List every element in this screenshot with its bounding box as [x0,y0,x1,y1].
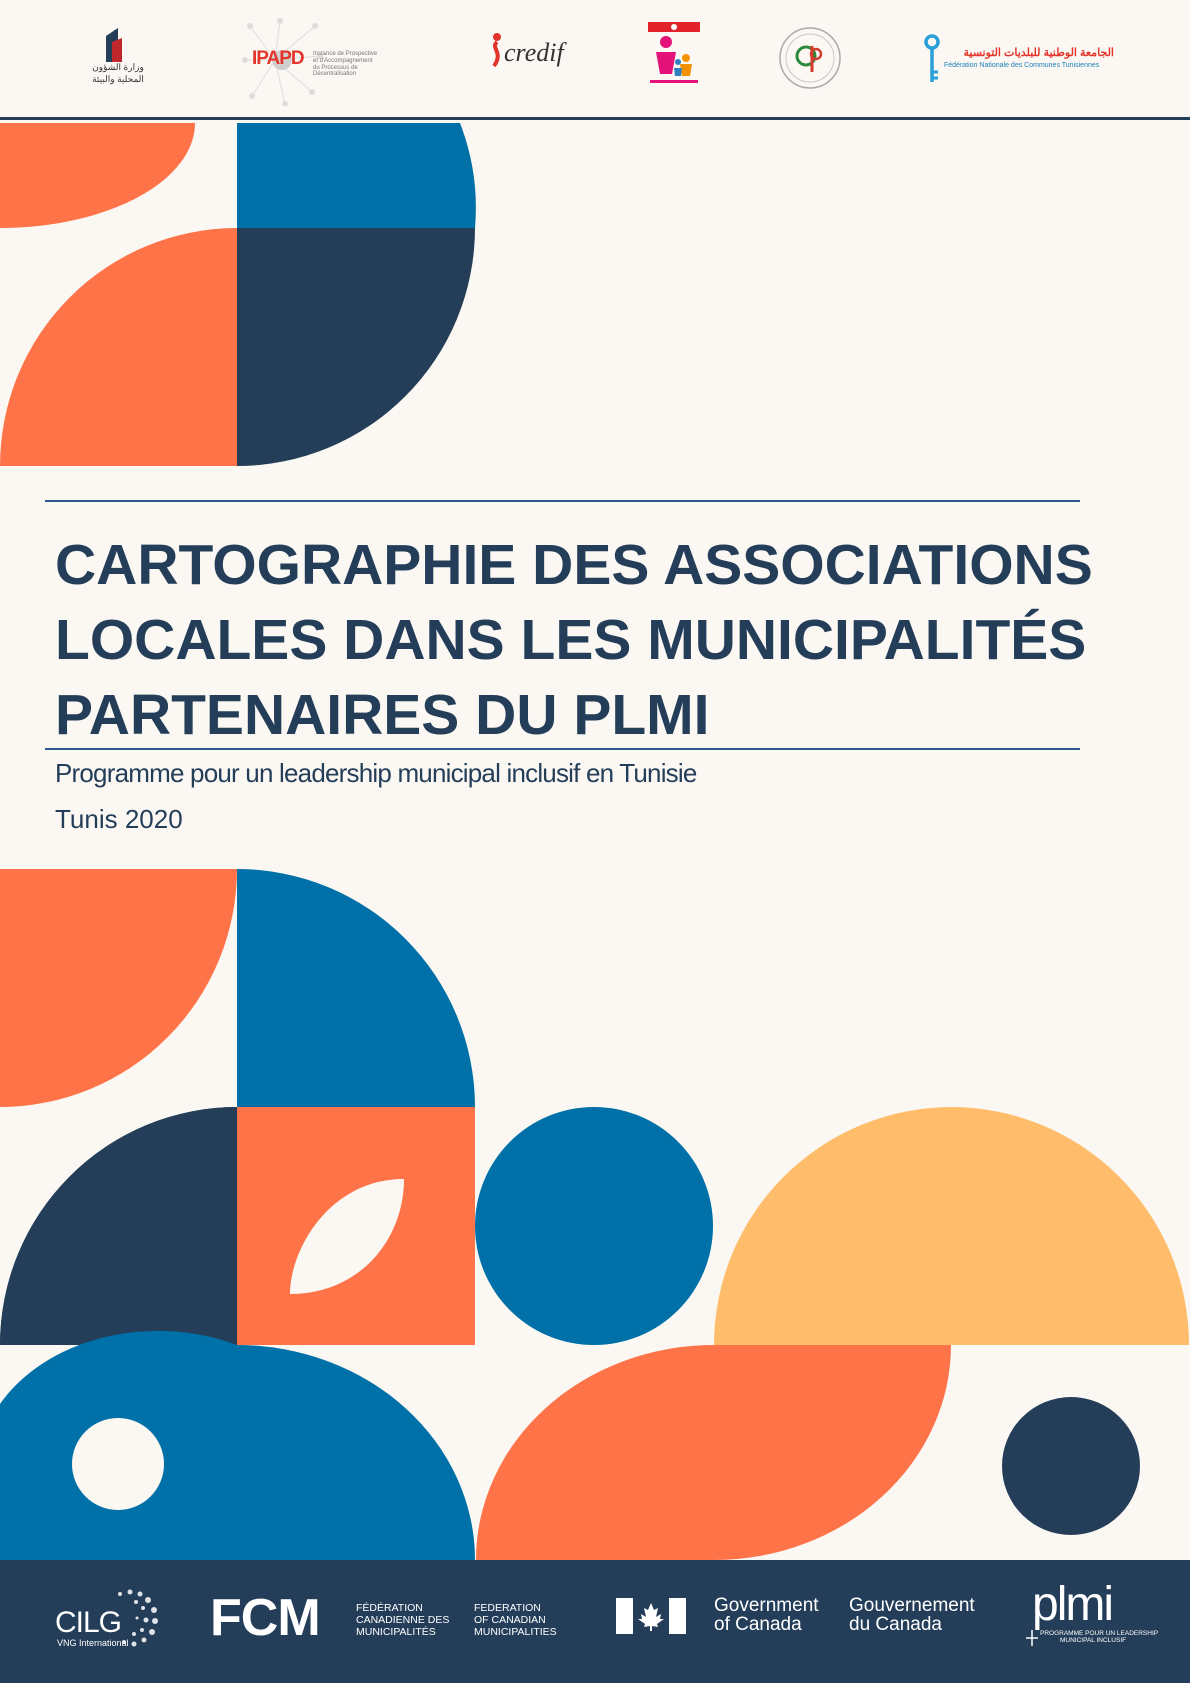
cilg-wordmark: CILG [55,1606,122,1639]
cilg-subtitle: VNG International [57,1638,129,1648]
ipapd-desc-line1: Instance de Prospective [313,51,378,57]
top-geometric-art [0,123,480,466]
orange-quarter-shape [0,869,237,1107]
blue-circle-shape [475,1107,713,1345]
blue-quarter-shape [237,869,475,1107]
plmi-logo [1026,1578,1159,1660]
fcm-wordmark: FCM [210,1589,320,1647]
canada-flag-icon [616,1598,686,1634]
orange-quarter-shape [476,1345,714,1560]
document-title-line2: LOCALES DANS LES MUNICIPALITÉS [55,608,1087,672]
fnct-logo [922,34,1114,84]
fcm-fr-line1: FÉDÉRATION [356,1602,423,1614]
peach-quarter-shape [951,1107,1189,1345]
fnct-french-name: Fédération Nationale des Communes Tunisiennes [944,62,1100,69]
fcm-en-line1: FEDERATION [474,1602,541,1614]
gov-canada-en-line2: of Canada [714,1614,802,1635]
navy-circle-shape [1002,1397,1140,1535]
navy-quarter-shape [237,228,475,466]
ipapd-desc-line2: et d'Accompagnement [313,58,373,64]
title-block [45,500,1093,750]
cap-logo [778,26,842,90]
cap-seal-icon [778,26,842,90]
ministry-name-line2: المحلية والبيئة [92,74,144,84]
fcm-en-line2: OF CANADIAN [474,1614,546,1626]
cilg-logo [55,1582,165,1662]
peach-quarter-shape [714,1107,951,1345]
fcm-en-line3: MUNICIPALITIES [474,1626,557,1638]
ministry-name-line1: وزارة الشؤون [92,62,144,72]
credif-wordmark: credif [504,38,564,67]
document-title-line3: PARTENAIRES DU PLMI [55,683,710,747]
family-figures-icon [648,22,700,88]
ipapd-logo [240,16,400,106]
place-and-year: Tunis 2020 [55,804,183,834]
blue-quarter-shape [237,1345,475,1560]
ministry-emblem-icon [88,24,148,64]
ministry-logo [88,24,148,90]
orange-large-quarter-shape [0,228,237,466]
women-ministry-logo [648,22,700,88]
funder-logos-footer [0,1560,1190,1683]
fcm-logo [210,1590,580,1650]
document-title-line1: CARTOGRAPHIE DES ASSOCIATIONS [55,533,1093,597]
fcm-fr-line3: MUNICIPALITÉS [356,1626,436,1638]
orange-quarter-shape [0,123,195,228]
gov-canada-en-line1: Government [714,1595,819,1616]
key-icon [922,34,942,84]
plus-marker-icon [1026,1630,1038,1646]
gov-canada-fr-line1: Gouvernement [849,1595,975,1616]
partner-logos-header [0,0,1190,120]
document-subtitle: Programme pour un leadership municipal inclusif en Tunisie [55,758,697,788]
plmi-subtitle-line1: PROGRAMME POUR UN LEADERSHIP [1040,1630,1159,1637]
fcm-fr-line2: CANADIENNE DES [356,1614,450,1626]
plmi-wordmark: plmi [1032,1578,1113,1631]
government-of-canada-logo [616,1596,986,1646]
gov-canada-fr-line2: du Canada [849,1614,942,1635]
white-circle-cutout [72,1418,164,1510]
bottom-geometric-art [0,869,1190,1560]
fnct-arabic-name: الجامعة الوطنية للبلديات التونسية [963,47,1114,59]
ipapd-wordmark: IPAPD [252,48,304,69]
plmi-subtitle-line2: MUNICIPAL INCLUSIF [1060,1637,1127,1644]
ipapd-desc-line3: du Processus de Décentralisation [313,65,358,77]
credif-logo [488,30,568,82]
orange-quarter-shape [714,1345,951,1560]
blue-quarter-shape [237,123,476,228]
